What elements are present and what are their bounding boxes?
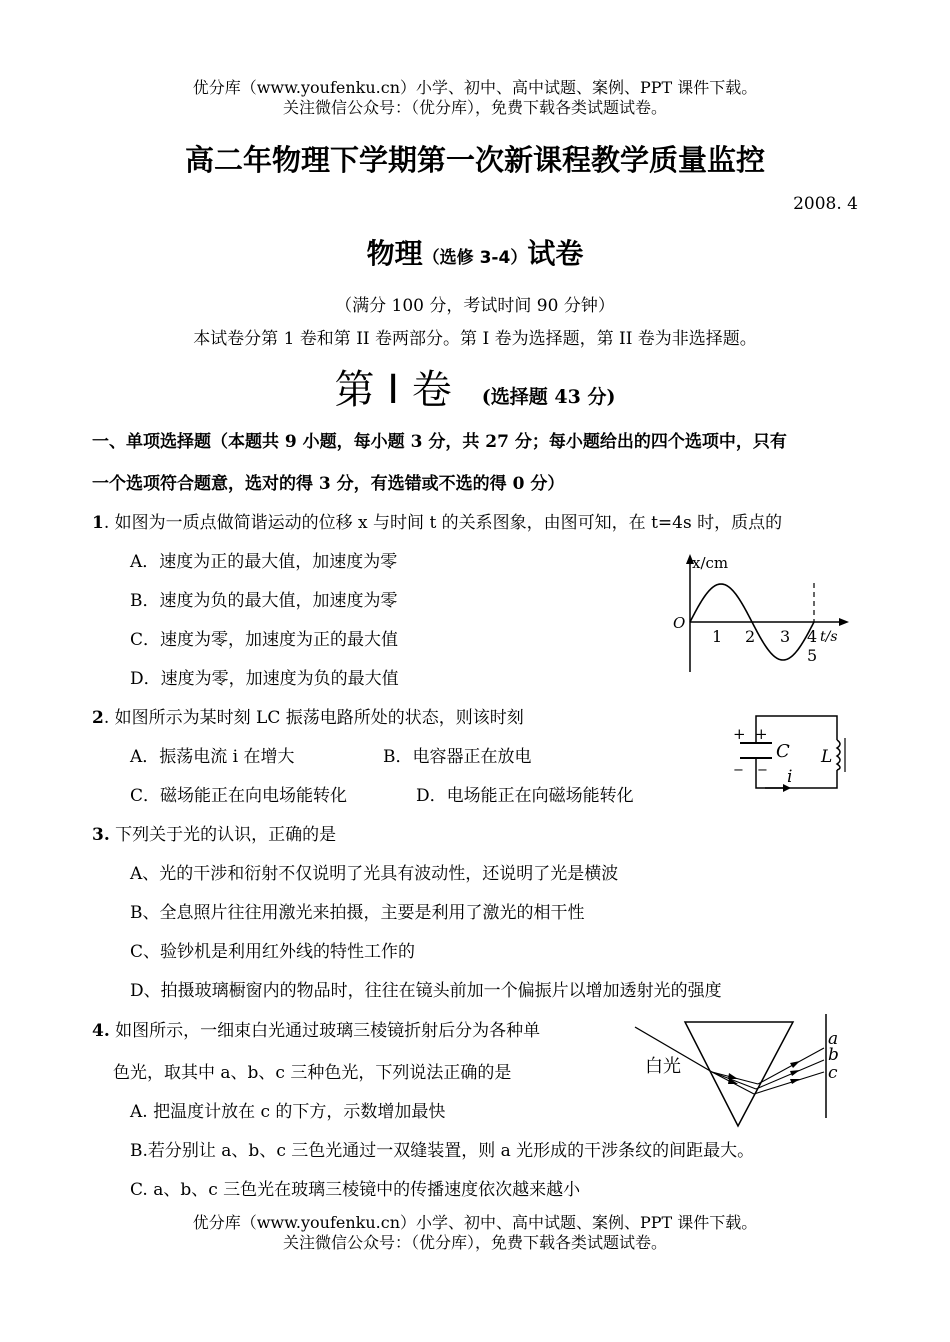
exam-subject	[0, 232, 950, 272]
ray-label-b: b	[828, 1045, 839, 1065]
question-3-text: 下列关于光的认识，正确的是	[109, 825, 337, 845]
question-4-option-a: A. 把温度计放在 c 的下方，示数增加最快	[130, 1102, 446, 1122]
emerging-ray-b	[756, 1060, 824, 1089]
volume-label: 第 I 卷	[334, 367, 452, 413]
capacitor-minus-2: −	[757, 763, 768, 778]
current-label: i	[787, 767, 793, 787]
question-2-option-c: C．磁场能正在向电场能转化	[130, 786, 348, 806]
graph-tick-4: 4	[807, 627, 818, 646]
question-1-option-a: A．速度为正的最大值，加速度为零	[130, 552, 398, 572]
question-2-text: . 如图所示为某时刻 LC 振荡电路所处的状态，则该时刻	[103, 708, 524, 728]
question-1-option-c: C．速度为零，加速度为正的最大值	[130, 630, 399, 650]
question-2-number: 2	[92, 708, 104, 728]
graph-tick-2: 2	[745, 627, 756, 646]
capacitor-plus-1: +	[733, 725, 746, 743]
exam-date: 2008. 4	[793, 194, 858, 214]
capacitor-plus-2: +	[755, 725, 768, 743]
arrow-ray-b	[790, 1070, 800, 1076]
emerging-ray-a	[758, 1048, 824, 1084]
exam-description: 本试卷分第 1 卷和第 II 卷两部分。第 I 卷为选择题，第 II 卷为非选择题。	[193, 329, 757, 349]
graph-x-label: t/s	[820, 629, 838, 645]
question-4-number: 4.	[92, 1021, 110, 1041]
question-3-option-b: B、全息照片往往用激光来拍摄，主要是利用了激光的相干性	[130, 903, 585, 923]
question-3-number: 3.	[92, 825, 110, 845]
question-4-option-c: C. a、b、c 三色光在玻璃三棱镜中的传播速度依次越来越小	[130, 1180, 581, 1200]
footer-line-2: 关注微信公众号：（优分库），免费下载各类试题试卷。	[282, 1233, 667, 1252]
capacitor-label: C	[776, 741, 790, 762]
question-2-option-d: D．电场能正在向磁场能转化	[416, 786, 634, 806]
graph-origin-label: O	[673, 614, 686, 632]
subject-main: 物理	[366, 237, 423, 270]
circuit-top-wire	[756, 716, 837, 743]
inductor-coil	[837, 740, 840, 770]
subject-paren-close: ）	[510, 248, 528, 268]
section-1-line-1: 一、单项选择题（本题共 9 小题，每小题 3 分，共 27 分；每小题给出的四个选项中，只有	[92, 432, 787, 452]
question-1-number: 1	[92, 513, 104, 533]
subject-sub: 选修 3-4	[439, 248, 511, 268]
question-3-option-c: C、验钞机是利用红外线的特性工作的	[130, 942, 416, 962]
question-1-option-b: B．速度为负的最大值，加速度为零	[130, 591, 398, 611]
question-4-option-b: B.若分别让 a、b、c 三色光通过一双缝装置，则 a 光形成的干涉条纹的间距最大。	[130, 1141, 755, 1161]
arrow-ray-c	[790, 1079, 800, 1084]
graph-tick-3: 3	[780, 627, 791, 646]
volume-tag: (选择题 43 分)	[481, 386, 616, 408]
question-3-option-a: A、光的干涉和衍射不仅说明了光具有波动性，还说明了光是横波	[130, 864, 619, 884]
header-line-1: 优分库（www.youfenku.cn）小学、初中、高中试题、案例、PPT 课件下载。	[192, 78, 758, 97]
white-light-label: 白光	[645, 1056, 681, 1077]
ray-label-c: c	[828, 1063, 838, 1083]
arrow-inner-a	[728, 1073, 738, 1079]
arrow-ray-a	[790, 1061, 800, 1068]
question-1-option-d: D．速度为零，加速度为负的最大值	[130, 669, 399, 689]
question-2-lc-circuit	[725, 708, 855, 796]
volume-heading	[0, 358, 950, 415]
subject-end: 试卷	[527, 237, 584, 270]
capacitor-minus-1: −	[733, 763, 744, 778]
score-time: （满分 100 分，考试时间 90 分钟）	[335, 296, 615, 316]
question-1-stem	[92, 508, 782, 533]
footer-line-1: 优分库（www.youfenku.cn）小学、初中、高中试题、案例、PPT 课件下载。	[192, 1213, 758, 1232]
exam-title: 高二年物理下学期第一次新课程教学质量监控	[184, 143, 765, 177]
graph-tick-5: 5	[807, 646, 818, 665]
subject-paren-open: （	[422, 248, 440, 268]
ray-label-a: a	[828, 1029, 839, 1049]
question-4-text: 如图所示，一细束白光通过玻璃三棱镜折射后分为各种单	[109, 1021, 541, 1041]
question-3-option-d: D、拍摄玻璃橱窗内的物品时，往往在镜头前加一个偏振片以增加透射光的强度	[130, 981, 722, 1001]
question-2-stem	[92, 703, 524, 728]
question-1-text: . 如图为一质点做简谐运动的位移 x 与时间 t 的关系图象，由图可知，在 t=4s 时，质点的	[103, 513, 783, 533]
graph-x-arrow	[839, 618, 849, 626]
graph-tick-1: 1	[712, 627, 723, 646]
question-3-stem	[92, 820, 336, 845]
question-2-option-b: B．电容器正在放电	[383, 747, 532, 767]
section-1-line-2: 一个选项符合题意，选对的得 3 分，有选错或不选的得 0 分）	[92, 474, 565, 494]
question-4-stem	[92, 1016, 540, 1041]
question-4-prism-figure	[630, 1012, 845, 1130]
graph-y-label: x/cm	[692, 554, 729, 572]
header-line-2: 关注微信公众号：（优分库），免费下载各类试题试卷。	[282, 98, 667, 117]
question-1-sine-graph	[665, 550, 855, 675]
question-4-stem-2: 色光，取其中 a、b、c 三种色光，下列说法正确的是	[113, 1063, 512, 1083]
question-2-option-a: A．振荡电流 i 在增大	[130, 747, 295, 767]
inductor-label: L	[821, 747, 833, 767]
